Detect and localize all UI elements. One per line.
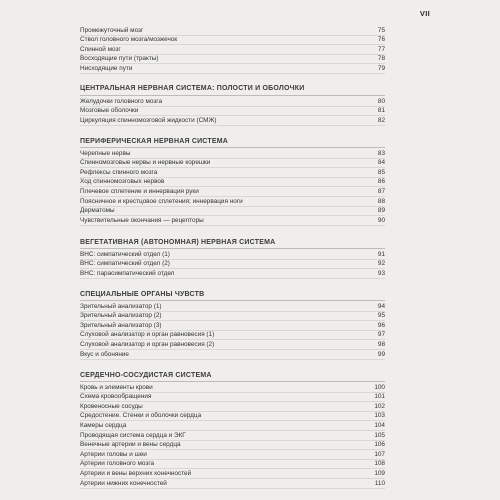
toc-entry[interactable] (80, 63, 385, 74)
toc-entry-title: Дерматомы (80, 207, 115, 215)
toc-entry-page: 85 (377, 168, 385, 176)
toc-entry-page: 110 (374, 479, 385, 487)
toc-entry-title: Артерии нижних конечностей (80, 479, 167, 487)
section-title: СПЕЦИАЛЬНЫЕ ОРГАНЫ ЧУВСТВ (80, 291, 205, 298)
toc-entry-page: 94 (377, 302, 385, 310)
toc-entry-page: 75 (377, 26, 385, 34)
toc-entry-title: Вкус и обоняние (80, 350, 129, 358)
toc-entry-title: Промежуточный мозг (80, 26, 144, 34)
toc-entry-page: 107 (374, 450, 385, 458)
toc-entry[interactable] (80, 115, 385, 126)
toc-entry-title: Кровеносные сосуды (80, 402, 143, 410)
toc-entry-title: Спинной мозг (80, 45, 121, 53)
toc-entry-title: Слуховой анализатор и орган равновесия (2) (80, 340, 215, 348)
toc-entry-title: ВНС: парасимпатический отдел (80, 269, 175, 277)
page-number: VII (419, 9, 430, 18)
toc-entry-title: Зрительный анализатор (2) (80, 312, 162, 320)
toc-entry-title: ВНС: симпатический отдел (1) (80, 250, 170, 258)
toc-entry-title: Восходящие пути (тракты) (80, 55, 159, 63)
toc-entry-title: Средостение. Стенки и оболочки сердца (80, 412, 202, 420)
toc-entry-page: 105 (374, 431, 385, 439)
toc-entry-title: Ход спинномозговых нервов (80, 178, 165, 186)
toc-entry-title: Мозговые оболочки (80, 107, 139, 115)
toc-entry-title: Камеры сердца (80, 421, 127, 429)
toc-entry-title: Венечные артерии и вены сердца (80, 441, 181, 449)
toc-entry-page: 95 (377, 312, 385, 320)
toc-entry-title: Плечевое сплетение и иннервация руки (80, 187, 199, 195)
toc-entry-title: Слуховой анализатор и орган равновесия (1) (80, 331, 215, 339)
toc-entry-page: 93 (377, 269, 385, 277)
toc-entry-page: 103 (374, 412, 385, 420)
toc-entry-title: Спинномозговые нервы и нервные корешки (80, 159, 211, 167)
toc-entry-page: 109 (374, 469, 385, 477)
toc-entry-title: Нисходящие пути (80, 64, 133, 72)
toc-entry-title: Зрительный анализатор (1) (80, 302, 162, 310)
toc-entry-title: Проводящая система сердца и ЭКГ (80, 431, 186, 439)
toc-entry-title: Черепные нервы (80, 149, 131, 157)
toc-entry-page: 89 (377, 207, 385, 215)
toc-entry-page: 100 (374, 383, 385, 391)
toc-entry-page: 77 (377, 45, 385, 53)
toc-entry-page: 102 (374, 402, 385, 410)
toc-entry-title: Артерии головы и шеи (80, 450, 147, 458)
toc-entry-page: 97 (377, 331, 385, 339)
toc-entry-page: 76 (377, 36, 385, 44)
toc-entry-page: 99 (377, 350, 385, 358)
toc-entry-title: Схема кровообращения (80, 393, 152, 401)
toc-entry-page: 84 (377, 159, 385, 167)
toc-entry-title: Кровь и элементы крови (80, 383, 153, 391)
toc-entry-page: 96 (377, 321, 385, 329)
toc-entry-page: 79 (377, 64, 385, 72)
toc-entry-title: Чувствительные окончания — рецепторы (80, 216, 204, 224)
toc-entry-page: 108 (374, 460, 385, 468)
toc-entry-title: Желудочки головного мозга (80, 97, 162, 105)
section-title: ВЕГЕТАТИВНАЯ (АВТОНОМНАЯ) НЕРВНАЯ СИСТЕМА (80, 239, 276, 246)
toc-entry-title: Поясничное и крестцовое сплетения; иннервация ноги (80, 197, 243, 205)
toc-entry-title: Циркуляция спинномозговой жидкости (СМЖ) (80, 116, 217, 124)
toc-entry-page: 90 (377, 216, 385, 224)
section-title: ЦЕНТРАЛЬНАЯ НЕРВНАЯ СИСТЕМА: ПОЛОСТИ И ОБОЛОЧКИ (80, 85, 305, 92)
section-title: ПЕРИФЕРИЧЕСКАЯ НЕРВНАЯ СИСТЕМА (80, 138, 229, 145)
toc-entry-page: 88 (377, 197, 385, 205)
toc-entry-page: 101 (374, 393, 385, 401)
toc-entry-page: 81 (377, 107, 385, 115)
toc-entry-title: ВНС: симпатический отдел (2) (80, 260, 170, 268)
toc-entry-page: 86 (377, 178, 385, 186)
toc-entry[interactable] (80, 349, 385, 360)
toc-entry-page: 91 (377, 250, 385, 258)
toc-entry-page: 80 (377, 97, 385, 105)
toc-entry-page: 92 (377, 260, 385, 268)
toc-entry-title: Артерии головного мозга (80, 460, 155, 468)
toc-entry-page: 106 (374, 441, 385, 449)
toc-entry-page: 78 (377, 55, 385, 63)
toc-entry-title: Рефлексы спинного мозга (80, 168, 158, 176)
toc-entry[interactable] (80, 215, 385, 226)
toc-entry-page: 83 (377, 149, 385, 157)
toc-entry-page: 104 (374, 421, 385, 429)
toc-entry-page: 98 (377, 340, 385, 348)
toc-entry[interactable] (80, 268, 385, 279)
toc-entry-page: 87 (377, 187, 385, 195)
toc-entry-title: Зрительный анализатор (3) (80, 321, 162, 329)
toc-entry-title: Ствол головного мозга/мозжечок (80, 36, 178, 44)
toc-entry[interactable] (80, 478, 385, 489)
section-title: СЕРДЕЧНО-СОСУДИСТАЯ СИСТЕМА (80, 372, 212, 379)
toc-entry-page: 82 (377, 116, 385, 124)
toc-entry-title: Артерии и вены верхних конечностей (80, 469, 192, 477)
